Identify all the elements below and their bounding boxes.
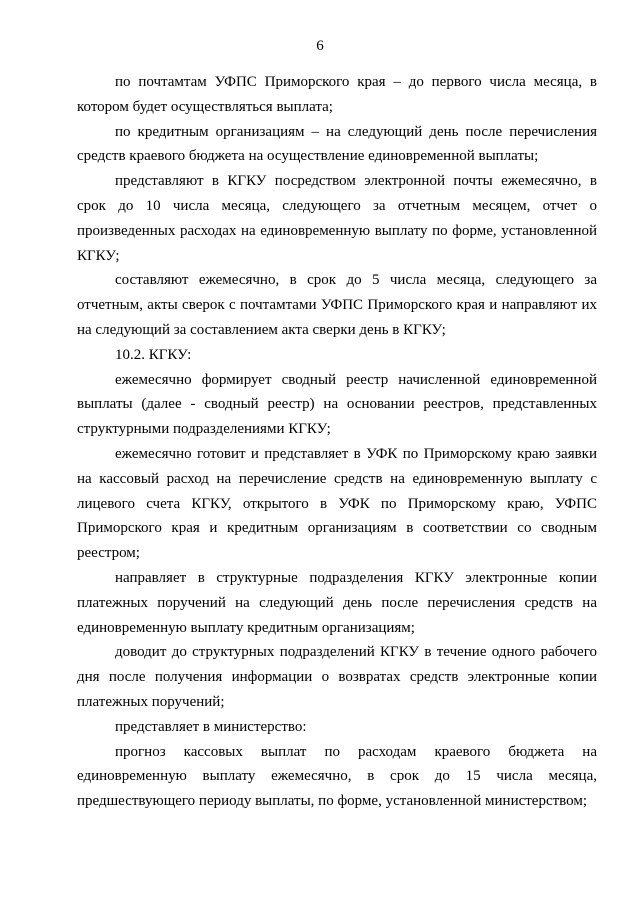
paragraph-post-offices: по почтамтам УФПС Приморского края – до первого числа месяца, в котором будет осуществляться выплата; (77, 74, 597, 115)
paragraph-monthly-report: представляют в КГКУ посредством электронной почты ежемесячно, в срок до 10 числа месяца, следующего за отчетным месяцем, отчет о произведенных расходах на единовременную выплату по форме, установленной КГКУ; (77, 173, 597, 264)
paragraph-cash-forecast: прогноз кассовых выплат по расходам краевого бюджета на единовременную выплату ежемесячно, в срок до 15 числа месяца, предшествующего периоду выплаты, по форме, установленной министерством; (77, 743, 597, 810)
paragraph-cash-requests: ежемесячно готовит и представляет в УФК по Приморскому краю заявки на кассовый расход на перечисление средств на единовременную выплату с лицевого счета КГКУ, открытого в УФК по Приморскому краю, УФПС Приморского края и кредитным организациям в соответствии со сводным реестром; (77, 445, 597, 562)
paragraph-submits-to-ministry: представляет в министерство: (115, 718, 307, 735)
paragraph-summary-register: ежемесячно формирует сводный реестр начисленной единовременной выплаты (далее - сводный реестр) на основании реестров, представленных структурными подразделениями КГКУ; (77, 371, 597, 438)
paragraph-credit-organizations: по кредитным организациям – на следующий день после перечисления средств краевого бюджета на осуществление единовременной выплаты; (77, 123, 597, 165)
paragraph-payment-copies: направляет в структурные подразделения КГКУ электронные копии платежных поручений на следующий день после перечисления средств на единовременную выплату кредитным организациям; (77, 569, 597, 636)
section-heading-10-2: 10.2. КГКУ: (115, 346, 192, 363)
page-number: 6 (316, 38, 324, 54)
paragraph-refund-copies: доводит до структурных подразделений КГКУ в течение одного рабочего дня после получения информации о возвратах средств электронные копии платежных поручений; (77, 644, 597, 710)
paragraph-reconciliation-acts: составляют ежемесячно, в срок до 5 числа месяца, следующего за отчетным, акты сверок с почтамтами УФПС Приморского края и направляют их на следующий за составлением акта сверки день в КГКУ; (77, 272, 597, 338)
document-body (77, 70, 597, 814)
